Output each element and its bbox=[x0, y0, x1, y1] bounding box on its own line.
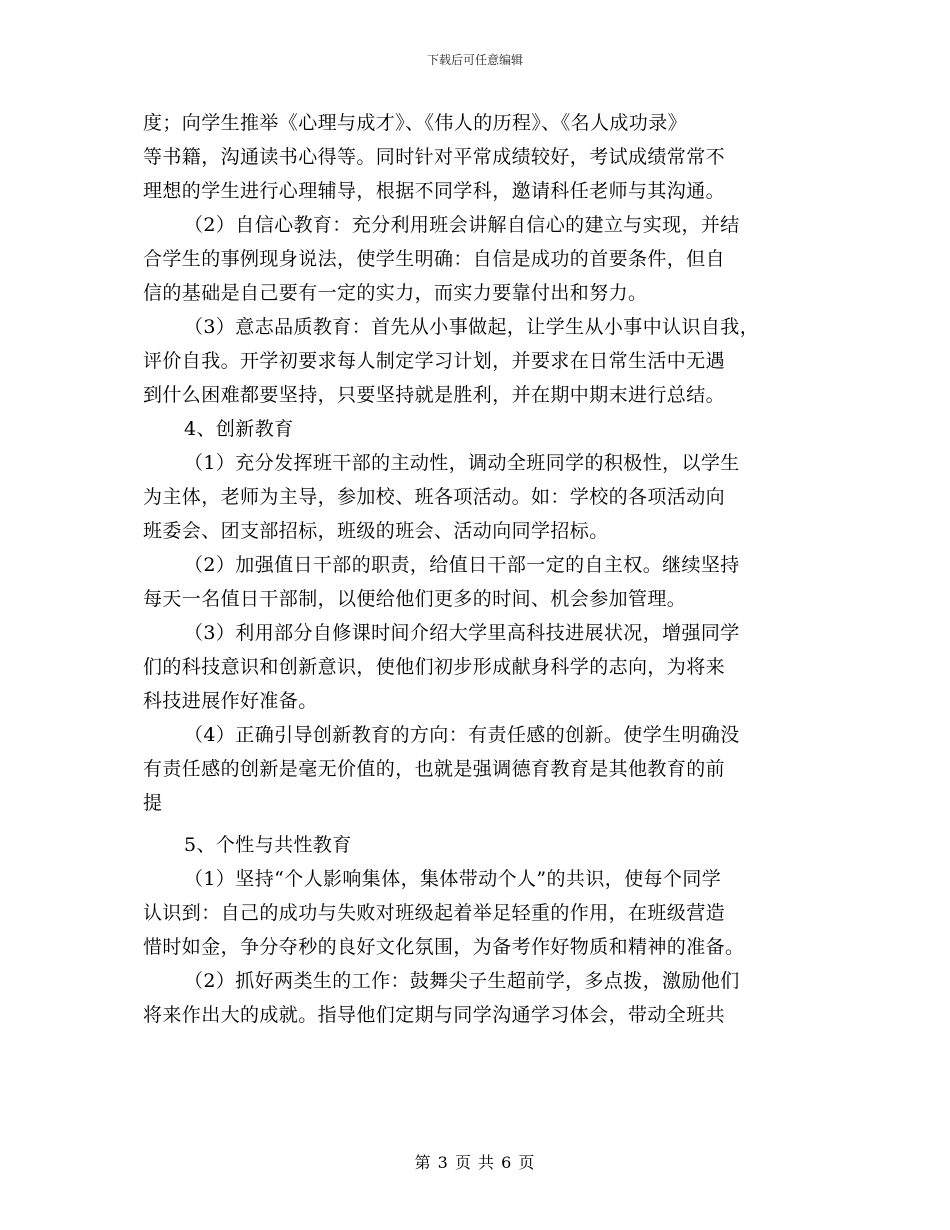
section-heading: 5、个性与共性教育 bbox=[184, 834, 352, 856]
body-line: （1）充分发挥班干部的主动性，调动全班同学的积极性，以学生 bbox=[184, 452, 740, 474]
body-line: 班委会、团支部招标，班级的班会、活动向同学招标。 bbox=[143, 520, 609, 542]
body-line: 惜时如金，争分夺秒的良好文化氛围，为备考作好物质和精神的准备。 bbox=[143, 936, 745, 958]
body-line: （4）正确引导创新教育的方向：有责任感的创新。使学生明确没 bbox=[184, 724, 740, 746]
section-heading: 4、创新教育 bbox=[184, 418, 294, 440]
paragraph-gap bbox=[143, 820, 803, 828]
body-line: 有责任感的创新是毫无价值的，也就是强调德育教育是其他教育的前 bbox=[143, 758, 726, 780]
body-line: （3）意志品质教育：首先从小事做起，让学生从小事中认识自我， bbox=[184, 316, 760, 338]
body-line: 评价自我。开学初要求每人制定学习计划，并要求在日常生活中无遇 bbox=[143, 350, 726, 372]
body-line: 合学生的事例现身说法，使学生明确：自信是成功的首要条件，但自 bbox=[143, 248, 726, 270]
body-line: 每天一名值日干部制，以便给他们更多的时间、机会参加管理。 bbox=[143, 588, 687, 610]
body-line: （2）自信心教育：充分利用班会讲解自信心的建立与实现，并结 bbox=[184, 214, 740, 236]
body-line: （2）加强值日干部的职责，给值日干部一定的自主权。继续坚持 bbox=[184, 554, 740, 576]
body-line: 们的科技意识和创新意识，使他们初步形成献身科学的志向，为将来 bbox=[143, 656, 726, 678]
body-line: （3）利用部分自修课时间介绍大学里高科技进展状况，增强同学 bbox=[184, 622, 740, 644]
body-line: （1）坚持“个人影响集体，集体带动个人”的共识，使每个同学 bbox=[184, 868, 722, 890]
body-line: 认识到：自己的成功与失败对班级起着举足轻重的作用，在班级营造 bbox=[143, 902, 726, 924]
page-header: 下载后可任意编辑 bbox=[426, 53, 523, 67]
body-line: 提 bbox=[143, 792, 163, 814]
body-line: 将来作出大的成就。指导他们定期与同学沟通学习体会，带动全班共 bbox=[143, 1004, 726, 1026]
body-line: 度；向学生推举《心理与成才》、《伟人的历程》、《名人成功录》 bbox=[143, 112, 688, 134]
body-line: 到什么困难都要坚持，只要坚持就是胜利，并在期中期末进行总结。 bbox=[143, 384, 726, 406]
body-line: （2）抓好两类生的工作：鼓舞尖子生超前学，多点拨，激励他们 bbox=[184, 970, 740, 992]
body-line: 理想的学生进行心理辅导，根据不同学科，邀请科任老师与其沟通。 bbox=[143, 180, 726, 202]
body-line: 科技进展作好准备。 bbox=[143, 690, 318, 712]
page-footer: 第 3 页 共 6 页 bbox=[414, 1153, 536, 1172]
body-line: 信的基础是自己要有一定的实力，而实力要靠付出和努力。 bbox=[143, 282, 648, 304]
document-body bbox=[143, 106, 803, 1032]
body-line: 为主体，老师为主导，参加校、班各项活动。如：学校的各项活动向 bbox=[143, 486, 726, 508]
body-line: 等书籍，沟通读书心得等。同时针对平常成绩较好，考试成绩常常不 bbox=[143, 146, 726, 168]
